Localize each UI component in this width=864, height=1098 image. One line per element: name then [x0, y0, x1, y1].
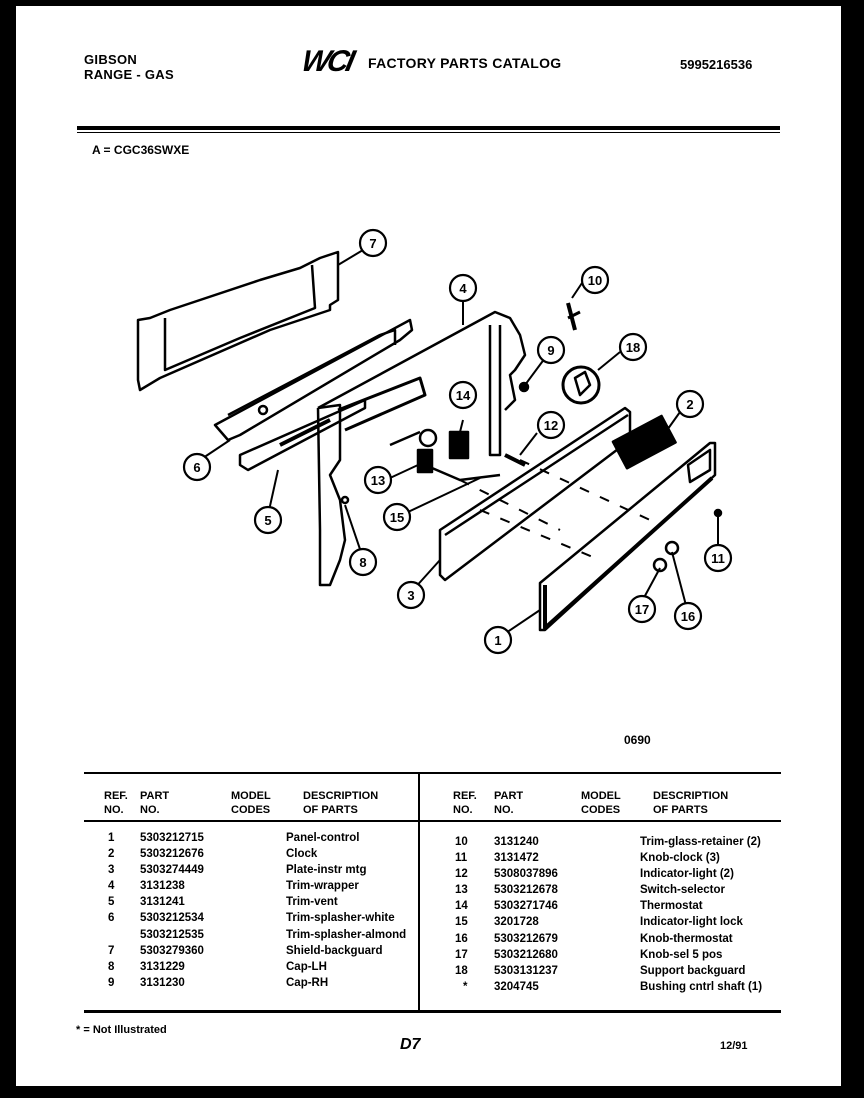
table-cell-ref: 3: [108, 864, 115, 877]
table-cell-desc: Trim-wrapper: [286, 880, 359, 893]
table-cell-part: 5303212535: [140, 928, 204, 941]
table-cell-part: 3204745: [494, 980, 539, 993]
header-part-line2: NO.: [494, 804, 514, 816]
table-cell-part: 3131240: [494, 836, 539, 848]
header-model-codes-right: [581, 789, 621, 817]
table-cell-part: 3131472: [494, 852, 539, 865]
table-cell-desc: Indicator-light (2): [640, 868, 734, 881]
table-cell-desc: Trim-vent: [286, 896, 338, 909]
svg-text:14: 14: [455, 388, 471, 403]
table-cell-part: 5303131237: [494, 964, 558, 977]
svg-text:3: 3: [407, 588, 415, 603]
table-cell-desc: Cap-LH: [286, 960, 327, 973]
table-cell-part: 5303212715: [140, 832, 204, 844]
header-model-line1: MODEL: [581, 790, 621, 802]
table-cell-desc: Trim-splasher-white: [286, 912, 395, 925]
table-cell-desc: Panel-control: [286, 832, 360, 844]
product-type: RANGE - GAS: [84, 67, 174, 82]
table-cell-desc: Bushing cntrl shaft (1): [640, 980, 763, 993]
table-column-divider: [418, 774, 420, 1010]
document-number: 5995216536: [680, 57, 753, 72]
table-cell-part: 5303212676: [140, 848, 204, 861]
header-left: [84, 52, 174, 82]
catalog-title: FACTORY PARTS CATALOG: [368, 55, 562, 71]
table-cell-part: 5303271746: [494, 900, 558, 913]
header-desc-line2: OF PARTS: [653, 804, 708, 816]
svg-text:6: 6: [193, 460, 201, 475]
model-line: A = CGC36SWXE: [92, 143, 190, 157]
svg-text:2: 2: [686, 397, 694, 412]
table-cell-part: 5303212679: [494, 932, 558, 945]
table-cell-ref: 13: [455, 884, 468, 897]
table-cell-desc: Shield-backguard: [286, 944, 383, 957]
table-cell-ref: 17: [455, 948, 468, 961]
table-cell-ref: *: [463, 980, 468, 993]
header-description: [303, 789, 378, 817]
page-code: D7: [400, 1036, 421, 1053]
table-cell-ref: 15: [455, 916, 468, 929]
svg-text:5: 5: [264, 513, 272, 528]
svg-text:8: 8: [359, 555, 367, 570]
table-header-rule: [84, 820, 781, 822]
not-illustrated-note: * = Not Illustrated: [76, 1024, 167, 1036]
table-cell-desc: Knob-thermostat: [640, 932, 733, 945]
table-cell-ref: [108, 927, 114, 943]
table-cell-part: 3201728: [494, 916, 539, 929]
table-cell-desc: Trim-splasher-almond: [286, 928, 407, 941]
svg-text:18: 18: [625, 340, 641, 355]
header-part-no: [140, 789, 169, 817]
part-clock: [613, 416, 676, 468]
table-cell-part: 5303279360: [140, 944, 204, 957]
svg-text:10: 10: [587, 273, 603, 288]
table-cell-desc: Knob-clock (3): [640, 852, 720, 865]
table-cell-desc: Plate-instr mtg: [286, 864, 367, 877]
table-cell-part: 5303212680: [494, 948, 558, 961]
left-ref-column: [108, 830, 114, 991]
right-ref-column: [455, 834, 468, 995]
header-ref-line2: NO.: [104, 804, 124, 816]
header-part-line1: PART: [140, 790, 170, 802]
svg-text:7: 7: [369, 236, 377, 251]
table-cell-ref: 14: [455, 900, 468, 913]
table-cell-part: 5308037896: [494, 868, 558, 881]
header-ref-line1: REF.: [453, 790, 477, 802]
table-cell-desc: Indicator-light lock: [640, 916, 743, 929]
table-cell-ref: 8: [108, 960, 115, 973]
table-cell-ref: 9: [108, 976, 115, 989]
diagram-code: 0690: [624, 733, 651, 747]
svg-text:12: 12: [543, 418, 559, 433]
header-rule-thin: [77, 132, 780, 133]
header-model-line2: CODES: [231, 804, 271, 816]
table-cell-part: 5303274449: [140, 864, 204, 877]
part-switch-selector: [418, 450, 432, 472]
table-cell-desc: Cap-RH: [286, 976, 329, 989]
svg-text:17: 17: [634, 602, 650, 617]
header-part-no-right: [494, 789, 523, 817]
header-rule: [77, 126, 780, 130]
header-model-line2: CODES: [581, 804, 621, 816]
table-cell-part: 5303212534: [140, 912, 204, 925]
table-cell-desc: Trim-glass-retainer (2): [640, 836, 761, 848]
revision-date: 12/91: [720, 1040, 748, 1052]
table-cell-ref: 12: [455, 868, 468, 881]
table-cell-part: 5303212678: [494, 884, 558, 897]
header-ref-no-right: [453, 789, 477, 817]
table-cell-part: 3131238: [140, 880, 185, 893]
table-cell-ref: 1: [108, 832, 115, 844]
header-description-right: [653, 789, 728, 817]
left-part-column: [140, 830, 204, 991]
svg-text:13: 13: [370, 473, 386, 488]
svg-text:1: 1: [494, 633, 502, 648]
right-desc-column: [640, 834, 762, 995]
header-desc-line2: OF PARTS: [303, 804, 358, 816]
header-ref-line2: NO.: [453, 804, 473, 816]
table-cell-ref: 7: [108, 944, 115, 957]
table-cell-ref: 2: [108, 848, 115, 861]
table-cell-part: 3131229: [140, 960, 185, 973]
exploded-parts-diagram: [100, 215, 750, 705]
part-thermostat: [450, 432, 468, 458]
table-cell-part: 3131230: [140, 976, 185, 989]
table-cell-ref: 11: [455, 852, 468, 865]
header-ref-line1: REF.: [104, 790, 128, 802]
svg-text:11: 11: [711, 551, 725, 566]
part-shield-backguard: [138, 252, 338, 390]
header-model-line1: MODEL: [231, 790, 271, 802]
table-cell-ref: 5: [108, 896, 115, 909]
table-bottom-rule: [84, 1010, 781, 1013]
table-cell-desc: Knob-sel 5 pos: [640, 948, 723, 961]
table-cell-part: 3131241: [140, 896, 185, 909]
table-cell-desc: Switch-selector: [640, 884, 725, 897]
header-desc-line1: DESCRIPTION: [653, 790, 729, 802]
table-top-rule: [84, 772, 781, 774]
svg-text:15: 15: [389, 510, 405, 525]
table-cell-desc: Clock: [286, 848, 318, 861]
header-desc-line1: DESCRIPTION: [303, 790, 379, 802]
brand-name: GIBSON: [84, 52, 138, 67]
table-cell-ref: 4: [108, 880, 115, 893]
svg-text:16: 16: [680, 609, 696, 624]
header-part-line2: NO.: [140, 804, 160, 816]
table-cell-ref: 18: [455, 964, 468, 977]
table-cell-desc: Thermostat: [640, 900, 703, 913]
left-desc-column: [286, 830, 406, 991]
table-cell-ref: 10: [455, 836, 468, 848]
svg-text:9: 9: [547, 343, 555, 358]
header-model-codes: [231, 789, 271, 817]
header-part-line1: PART: [494, 790, 524, 802]
table-cell-ref: 6: [108, 912, 115, 925]
svg-text:4: 4: [459, 281, 467, 296]
table-cell-ref: 16: [455, 932, 468, 945]
header-ref-no: [104, 789, 128, 817]
table-cell-desc: Support backguard: [640, 964, 746, 977]
right-part-column: [494, 834, 558, 995]
wci-logo: WCI: [298, 45, 355, 78]
